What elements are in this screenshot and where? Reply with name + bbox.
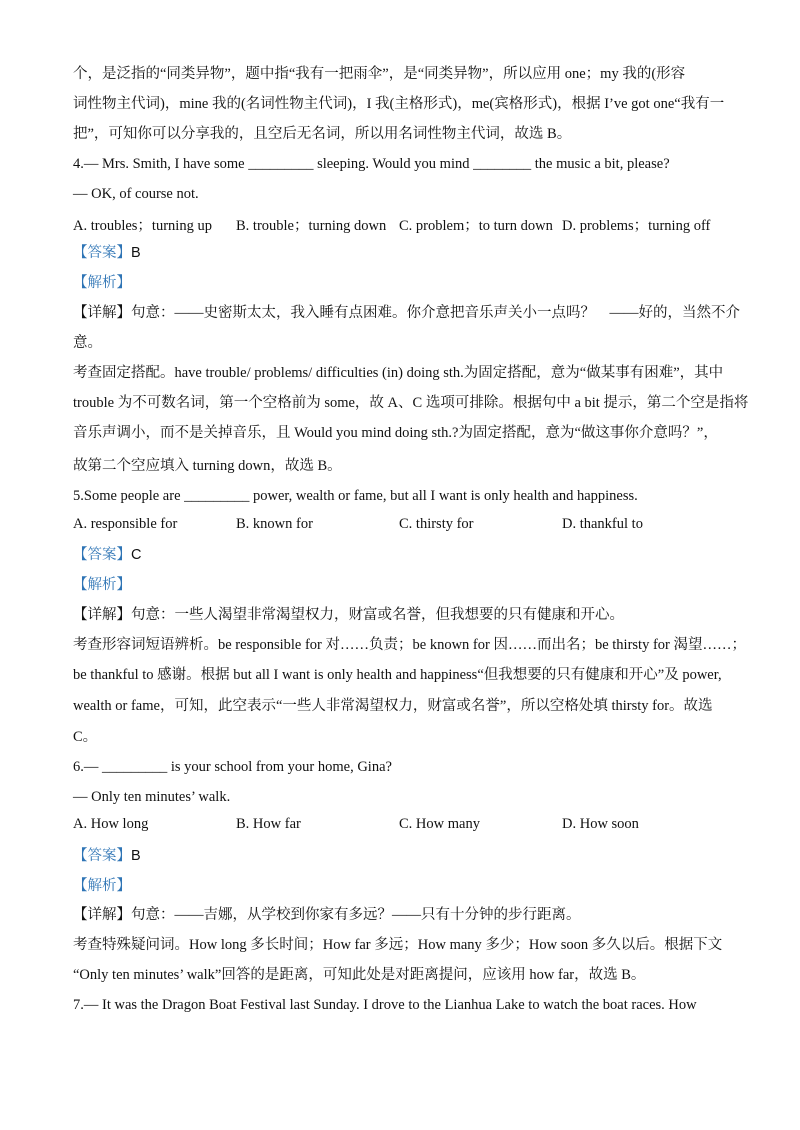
answer-label: 【答案】 [73,547,131,563]
option-c: C. thirsty for [399,516,474,532]
explanation-line: 【详解】句意：——吉娜，从学校到你家有多远？——只有十分钟的步行距离。 [73,907,581,923]
analysis-label: 【解析】 [73,275,131,291]
text-line: 把”，可知你可以分享我的，且空后无名词，所以用名词性物主代词，故选 B。 [73,126,572,142]
option-a: A. How long [73,816,149,832]
option-a: A. responsible for [73,516,178,532]
explanation-line: “Only ten minutes’ walk”回答的是距离，可知此处是对距离提问，应该用 how far，故选 B。 [73,967,646,983]
question-6-options [73,816,753,836]
explanation-line: 考查特殊疑问词。How long 多长时间；How far 多远；How many 多少；How soon 多久以后。根据下文 [73,937,723,953]
answer-value: B [131,245,141,261]
analysis-label: 【解析】 [73,577,131,593]
explanation-line: be thankful to 感谢。根据 but all I want is only health and happiness“但我想要的只有健康和开心”及 power, [73,667,722,683]
explanation-line: 考查固定搭配。have trouble/ problems/ difficulties (in) doing sth.为固定搭配，意为“做某事有困难”，其中 [73,365,724,381]
explanation-line: trouble 为不可数名词，第一个空格前为 some，故 A、C 选项可排除。根据句中 a bit 提示，第二个空是指将 [73,395,749,411]
option-b: B. known for [236,516,313,532]
option-a: A. troubles；turning up [73,218,212,234]
explanation-line: 考查形容词短语辨析。be responsible for 对……负责；be known for 因……而出名；be thirsty for 渴望……； [73,637,746,653]
explanation-line: 意。 [73,335,102,351]
option-b: B. trouble；turning down [236,218,387,234]
question-5: 5.Some people are _________ power, wealth or fame, but all I want is only health and happiness. [73,488,638,504]
explanation-line: C。 [73,729,98,745]
text-line: 个，是泛指的“同类异物”，题中指“我有一把雨伞”，是“同类异物”，所以应用 one；my 我的(形容 [73,66,686,82]
option-d: D. thankful to [562,516,643,532]
option-d: D. problems；turning off [562,218,711,234]
explanation-line: 【详解】句意：一些人渴望非常渴望权力，财富或名誉，但我想要的只有健康和开心。 [73,607,624,623]
option-b: B. How far [236,816,301,832]
question-4: 4.— Mrs. Smith, I have some _________ sleeping. Would you mind ________ the music a bit, please? [73,156,670,172]
question-7: 7.— It was the Dragon Boat Festival last Sunday. I drove to the Lianhua Lake to watch the boat races. How [73,997,697,1013]
question-5-options [73,516,753,536]
text-line: 词性物主代词)，mine 我的(名词性物主代词)，I 我(主格形式)，me(宾格形式)，根据 I’ve got one“我有一 [73,96,725,112]
option-c: C. How many [399,816,480,832]
question-6: 6.— _________ is your school from your home, Gina? [73,759,392,775]
answer-line [73,243,733,263]
explanation-line: wealth or fame，可知，此空表示“一些人非常渴望权力，财富或名誉”，所以空格处填 thirsty for。故选 [73,698,713,714]
answer-label: 【答案】 [73,848,131,864]
answer-value: C [131,547,142,563]
answer-line [73,545,733,565]
answer-label: 【答案】 [73,245,131,261]
answer-line [73,846,733,866]
question-6-reply: — Only ten minutes’ walk. [73,789,231,805]
answer-value: B [131,848,141,864]
explanation-line: 故第二个空应填入 turning down，故选 B。 [73,458,342,474]
explanation-line: 音乐声调小，而不是关掉音乐，且 Would you mind doing sth.?为固定搭配，意为“做这事你介意吗？”， [73,425,718,441]
analysis-label: 【解析】 [73,878,131,894]
question-4-options [73,214,753,234]
explanation-line: 【详解】句意：——史密斯太太，我入睡有点困难。你介意把音乐声关小一点吗？ ——好的，当然不介 [73,305,740,321]
option-c: C. problem；to turn down [399,218,553,234]
option-d: D. How soon [562,816,639,832]
question-4-reply: — OK, of course not. [73,186,199,202]
